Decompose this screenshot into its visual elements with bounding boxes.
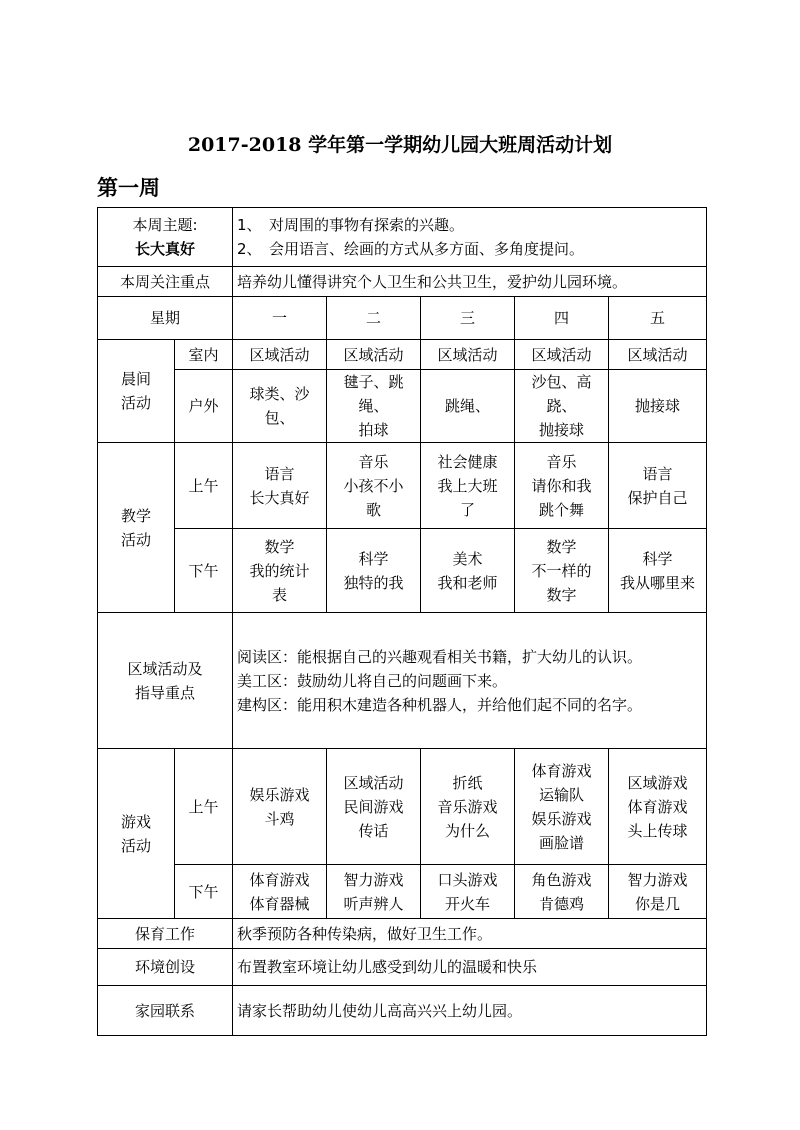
games-am-mon: 娱乐游戏 斗鸡: [233, 749, 327, 865]
teaching-pm-label: 下午: [175, 529, 233, 613]
games-am-row: [98, 749, 707, 865]
games-pm-wed: 口头游戏 开火车: [421, 865, 515, 919]
teaching-am-thu: 音乐 请你和我 跳个舞: [515, 443, 609, 529]
weekly-plan-table-wrapper: [97, 207, 706, 1036]
family-label: 家园联系: [98, 986, 233, 1036]
outdoor-thu: 沙包、高跷、 抛接球: [515, 370, 609, 443]
theme-name: 长大真好: [134, 240, 195, 258]
focus-label: 本周关注重点: [98, 267, 233, 297]
games-pm-thu: 角色游戏 肯德鸡: [515, 865, 609, 919]
games-am-wed: 折纸 音乐游戏 为什么: [421, 749, 515, 865]
environment-label: 环境创设: [98, 949, 233, 986]
indoor-wed: 区域活动: [421, 340, 515, 370]
day-tue: 二: [327, 297, 421, 340]
games-activity-label: 游戏 活动: [98, 749, 175, 919]
environment-text: 布置教室环境让幼儿感受到幼儿的温暖和快乐: [233, 949, 707, 986]
games-am-fri: 区域游戏 体育游戏 头上传球: [609, 749, 707, 865]
teaching-pm-row: [98, 529, 707, 613]
environment-row: [98, 949, 707, 986]
area-line-reading: 阅读区：能根据自己的兴趣观看相关书籍，扩大幼儿的认识。: [237, 647, 643, 666]
indoor-label: 室内: [175, 340, 233, 370]
care-label: 保育工作: [98, 919, 233, 949]
day-mon: 一: [233, 297, 327, 340]
day-wed: 三: [421, 297, 515, 340]
area-line-construction: 建构区：能用积木建造各种机器人，并给他们起不同的名字。: [237, 695, 643, 714]
morning-indoor-row: [98, 340, 707, 370]
theme-row: [98, 208, 707, 267]
outdoor-fri: 抛接球: [609, 370, 707, 443]
teaching-am-row: [98, 443, 707, 529]
theme-label: 本周主题:: [132, 216, 198, 234]
indoor-fri: 区域活动: [609, 340, 707, 370]
outdoor-label: 户外: [175, 370, 233, 443]
focus-text: 培养幼儿懂得讲究个人卫生和公共卫生，爱护幼儿园环境。: [233, 267, 707, 297]
teaching-am-fri: 语言 保护自己: [609, 443, 707, 529]
games-pm-tue: 智力游戏 听声辨人: [327, 865, 421, 919]
theme-goal-1: 1、 对周围的事物有探索的兴趣。: [237, 216, 465, 234]
indoor-thu: 区域活动: [515, 340, 609, 370]
teaching-activity-label: 教学 活动: [98, 443, 175, 613]
area-label: 区域活动及 指导重点: [98, 613, 233, 749]
theme-goal-2: 2、 会用语言、绘画的方式从多方面、多角度提问。: [237, 240, 585, 258]
games-am-tue: 区域活动 民间游戏 传话: [327, 749, 421, 865]
teaching-pm-mon: 数学 我的统计 表: [233, 529, 327, 613]
focus-row: [98, 267, 707, 297]
day-fri: 五: [609, 297, 707, 340]
area-row: [98, 613, 707, 749]
week-heading: 第一周: [97, 175, 160, 200]
outdoor-wed: 跳绳、: [421, 370, 515, 443]
teaching-am-tue: 音乐 小孩不小 歌: [327, 443, 421, 529]
family-row: [98, 986, 707, 1036]
outdoor-mon: 球类、沙包、: [233, 370, 327, 443]
teaching-am-wed: 社会健康 我上大班 了: [421, 443, 515, 529]
games-pm-fri: 智力游戏 你是几: [609, 865, 707, 919]
teaching-am-label: 上午: [175, 443, 233, 529]
outdoor-tue: 毽子、跳绳、 拍球: [327, 370, 421, 443]
games-pm-row: [98, 865, 707, 919]
teaching-am-mon: 语言 长大真好: [233, 443, 327, 529]
games-am-label: 上午: [175, 749, 233, 865]
days-header-row: [98, 297, 707, 340]
theme-goals-cell: [233, 208, 707, 267]
morning-outdoor-row: [98, 370, 707, 443]
weekly-plan-table: [97, 207, 707, 1036]
teaching-pm-thu: 数学 不一样的 数字: [515, 529, 609, 613]
games-pm-mon: 体育游戏 体育器械: [233, 865, 327, 919]
games-am-thu: 体育游戏 运输队 娱乐游戏 画脸谱: [515, 749, 609, 865]
indoor-mon: 区域活动: [233, 340, 327, 370]
games-pm-label: 下午: [175, 865, 233, 919]
teaching-pm-tue: 科学 独特的我: [327, 529, 421, 613]
theme-label-cell: [98, 208, 233, 267]
document-title: 2017-2018 学年第一学期幼儿园大班周活动计划: [187, 134, 613, 156]
day-thu: 四: [515, 297, 609, 340]
area-line-art: 美工区：鼓励幼儿将自己的问题画下来。: [237, 671, 508, 690]
morning-activity-label: 晨间 活动: [98, 340, 175, 443]
days-header-label: 星期: [98, 297, 233, 340]
teaching-pm-fri: 科学 我从哪里来: [609, 529, 707, 613]
care-row: [98, 919, 707, 949]
area-guidance-cell: [233, 613, 707, 749]
care-text: 秋季预防各种传染病，做好卫生工作。: [233, 919, 707, 949]
indoor-tue: 区域活动: [327, 340, 421, 370]
teaching-pm-wed: 美术 我和老师: [421, 529, 515, 613]
family-text: 请家长帮助幼儿使幼儿高高兴兴上幼儿园。: [233, 986, 707, 1036]
